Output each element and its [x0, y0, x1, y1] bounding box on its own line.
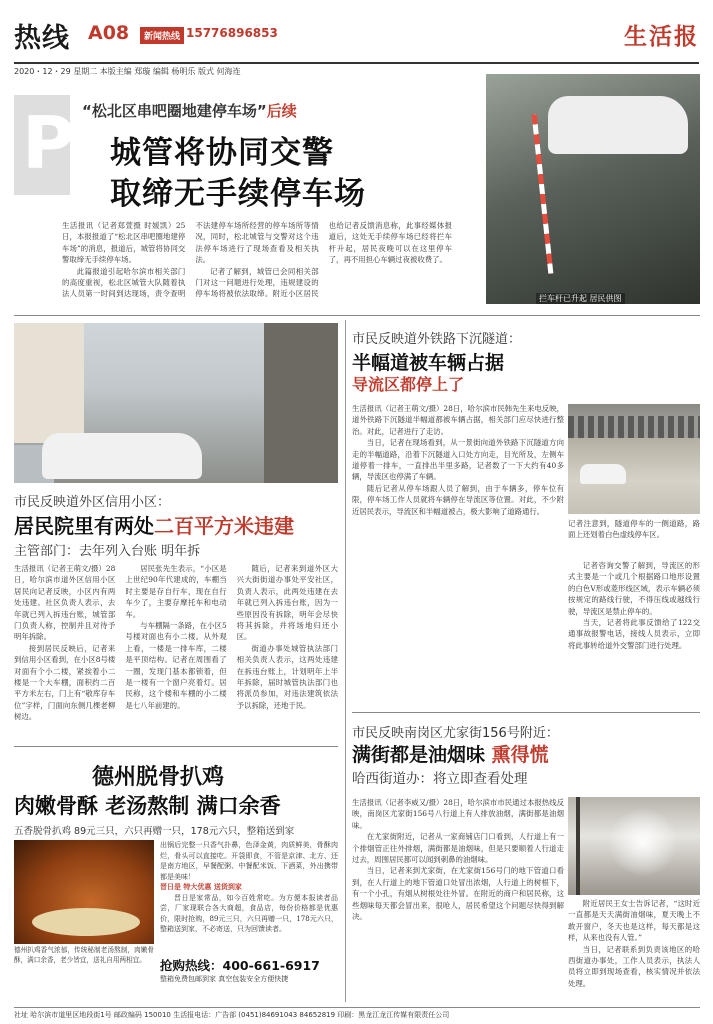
- rb-title-part-b: 熏得慌: [491, 744, 549, 766]
- right-story-body: [352, 403, 564, 693]
- ad-image-text: 德州扒鸡香气浓郁，传统秘制老汤熬制，肉嫩骨酥，满口余香，老少皆宜，送礼自用两相宜。: [14, 946, 154, 964]
- photo-smoke: [608, 807, 678, 877]
- header-rule: [14, 62, 699, 64]
- rb-body-para: 在尤家街附近，记者从一家商铺店门口看到，人行道上有一个排烟管正往外排烟，满街都是油烟味，但是只要顺着人行道走过去，周围居民都可以闻到刺鼻的油烟味。: [352, 832, 564, 865]
- right-body2-para: 当天，记者将此事反馈给了122交通事故报警电话，接线人员表示，立即将此事转给道外交警部门进行处理。: [568, 618, 700, 650]
- hotline-number: 15776896853: [186, 26, 278, 40]
- ad-promo-line: 五香脱骨扒鸡 89元三只，六只再赠一只，178元六只，整箱送到家: [14, 826, 295, 837]
- ad-phone-line: [160, 956, 320, 974]
- right-story-kicker: 市民反映道外铁路下沉隧道：: [352, 332, 522, 347]
- section-divider: [14, 315, 700, 316]
- ad-mid-text: [160, 840, 338, 956]
- rb-story-photo: [568, 797, 700, 895]
- top-body-para: 生活报讯（记者郑萱摄 时媛凯）25日，本报报道了“松北区串吧圈地建停车场”的消息，报道后，城管将协同交警取缔无手续停车场。: [62, 221, 186, 265]
- top-kicker-tail: 后续: [266, 102, 297, 120]
- right-story-subtitle: 导流区都停上了: [352, 375, 465, 394]
- left-story-body: [14, 563, 338, 737]
- section-divider: [352, 712, 700, 713]
- rb-story-body: [352, 797, 564, 1003]
- hotline-label: 新闻热线: [140, 27, 184, 44]
- rb-story-body-2: [568, 898, 700, 1003]
- right-story-title: 半幅道被车辆占据: [352, 352, 505, 374]
- left-body-para: 居民张先生表示，“小区是上世纪90年代建成的，车棚当时主要是存自行车，现在自行车少了，主要存摩托车和电动车。: [125, 564, 227, 619]
- ad-phone-number: 400-661-6917: [222, 958, 320, 973]
- ad-mid-para: 出锅后完整一只香气扑鼻，色泽金黄，肉质鲜美，骨酥肉烂，骨头可以直接吃。开袋即食，不管是京津、北方、还是南方地区，早餐配粥、中餐配米饭、下酒菜，外出携带都是美味！: [160, 841, 338, 881]
- left-body-para: 接到居民反映后，记者来到信用小区看到，在小区8号楼对面有个小二楼，紧挨着小二楼是一个大车棚，面积约二百平方米左右，门上有“敬库存车位”字样，门面向东侧几棵老柳树边。: [14, 643, 116, 722]
- dateline: 2020・12・29 星期二 本版主编 郑璇 编辑 杨明乐 版式 何海连: [14, 67, 241, 76]
- ad-plate-shape: [32, 908, 140, 936]
- photo-car-shape: [580, 464, 626, 484]
- section-divider: [14, 746, 338, 747]
- left-body-para: 生活报讯（记者王萌文/摄）28日，哈尔滨市道外区信用小区居民向记者反映，小区内有两处违建。社区负责人表示，去年就已列入拆违台账，城管部门负责人称，控制并且对待予明年拆除。: [14, 564, 116, 642]
- top-photo-caption: 拦车杆已升起 居民供图: [536, 293, 625, 304]
- left-story-photo: [14, 323, 338, 483]
- top-headline-line2: 取缔无手续停车场: [110, 176, 366, 212]
- ad-phone-label: 抢购热线：: [160, 958, 223, 973]
- rb-story-kicker: 市民反映南岗区尤家街156号附近：: [352, 726, 559, 741]
- right-story-photo: [568, 404, 700, 514]
- ad-chicken-image: [14, 840, 154, 944]
- left-body-para: 与车棚隔一条路，在小区5号楼对面也有小二楼。从外观上看，一楼是一排车库，二楼是平顶结构。记者在周围看了一圈，发现门基本都锁着，但是一楼有一个窗户亮着灯。居民称，这个楼和车棚的小二楼是七八年前建的。: [125, 621, 227, 710]
- photo-building: [14, 323, 84, 443]
- left-story-title: [14, 510, 294, 539]
- rb-body2-para: 附近居民王女士告诉记者，“这时近一直都是天天满街油烟味，夏天晚上不敢开窗户，冬天也是这样，每天都是这样，从来也没有人管。”: [568, 899, 700, 943]
- rb-body-para: 当日，记者来到尤家街，在尤家街156号门的地下管道口看到，在人行道上的地下管道口处冒出浓烟，人行道上的树根下，有一个小孔，有烟从树根处往外冒。在附近的商户和居民称，这些烟味每天都会冒出来，很呛人，居民希望这个问题尽快得到解决。: [352, 866, 564, 922]
- top-body-para: 记者了解到，城管已会同相关部门对这一问题进行处理，违规建设的停车场将被依法取缔。附近小区居民也给记者反馈消息称，此事经媒体报道后，这处无手续停车场已经将拦车杆升起，居民夜晚可以在这里停车了，再不用担心车辆过夜被收费了。: [195, 221, 452, 299]
- top-body-para: 此篇报道引起哈尔滨市相关部门的高度重视，松北区城管大队随着执法人员第一时间到达现场，责令查明不法建停车场所经营的停车场所等情况，同时，松北城管与交警对这个违法停车场进行了现场查看及相关执法。: [62, 221, 319, 299]
- right-photo-caption: 记者注意到，隧道停车的一侧道路，路面上还划着白色虚线停车区。: [568, 519, 700, 540]
- ad-mid-para: 晋日是家常品，如今百姓常吃。为方便本报读者品尝，厂家现联合各大商超，食品店，每份价格都是优惠价，限时抢购，89元三只，六只再赠一只，178元六只，整箱送到家，不必寄送，只为回馈读者。: [160, 893, 338, 933]
- photo-tree: [576, 797, 580, 895]
- top-story-kicker: [82, 100, 297, 121]
- left-story-kicker: 市民反映道外区信用小区：: [14, 495, 171, 510]
- ad-headline-2: 肉嫩骨酥 老汤熬制 满口余香: [14, 793, 281, 818]
- right-body-para: 生活报讯（记者王萌文/摄）28日，哈尔滨市民韩先生来电反映，道外铁路下沉隧道半幅道都被车辆占据，相关部门应尽快进行整治。对此，记者进行了走访。: [352, 404, 564, 436]
- rb-body2-para: 当日，记者联系到负责该地区的哈西街道办事处，工作人员表示，执法人员将立即到现场查看，核实情况并依法处理。: [568, 944, 700, 988]
- left-body-para: 随后，记者来到道外区大兴大街街道办事处平安社区，负责人表示，此两处违建在去年就已列入拆违台账，因为一些原因没有拆除，明年会尽快将其拆除，并将场地归还小区。: [236, 564, 338, 642]
- left-title-part-a: 居民院里有两处: [14, 514, 154, 538]
- section-title: 热线: [14, 23, 70, 54]
- page-number: A08: [88, 22, 130, 44]
- right-body-para: 随后记者从停车场跟人员了解到，由于车辆多，停车位有限，停车场工作人员就将车辆停在导流区等位置。对此，不少附近居民表示，导流区和半幅道被占，极大影响了道路通行。: [352, 483, 564, 516]
- photo-building: [264, 323, 338, 483]
- page-footer: 社址 哈尔滨市道里区地段街1号 邮政编码 150010 生活报电话：广告部 (0451)84691043 84652819 印刷：黑龙江龙江传媒有限责任公司: [14, 1007, 700, 1020]
- column-divider: [345, 320, 346, 1002]
- ad-footnote: 整箱免费包邮到家 真空包装安全方便快捷: [160, 975, 289, 983]
- ad-mid-subhead: 晋日是 特大优惠 送货到家: [160, 882, 242, 891]
- rb-story-title: [352, 740, 549, 767]
- top-story-photo: [486, 74, 700, 304]
- top-headline-line1: 城管将协同交警: [110, 135, 334, 171]
- top-story-body: [62, 220, 452, 310]
- left-body-para: 街道办事处城管执法部门相关负责人表示，这两处违建在拆违台账上，计划明年上半年拆除，届时城管执法部门也将派员参加，对违法建筑依法予以拆除，还地于民。: [236, 643, 338, 710]
- p-mark-letter: P: [22, 101, 75, 185]
- right-story-body-2: [568, 560, 700, 690]
- p-mark-block: [14, 95, 75, 195]
- rb-title-part-a: 满街都是油烟味: [352, 744, 486, 766]
- newspaper-logo: 生活报: [624, 23, 699, 50]
- photo-tunnel-roof: [568, 416, 700, 438]
- ad-headline-1: 德州脱骨扒鸡: [92, 764, 225, 790]
- top-kicker-quote: “松北区串吧圈地建停车场”: [82, 102, 267, 120]
- photo-car-shape: [42, 433, 202, 479]
- left-story-subtitle: 主管部门：去年列入台账 明年拆: [14, 544, 201, 559]
- right-body-para: 当日，记者在现场看到，从一景街向道外铁路下沉隧道方向走的半幅道路，沿着下沉隧道入口处方向走，目光所及，左侧车道停着一排车，一直排出半里多路，记者数了一下大约有40多辆，导流区也停满了车辆。: [352, 438, 564, 482]
- rb-story-subtitle: 哈西街道办：将立即查看处理: [352, 771, 528, 787]
- right-body2-para: 记者咨询交警了解到，导流区的形式主要是一个或几个根据路口地形设置的白色V形或菱形线区域，表示车辆必须按规定的路线行驶，不得压线或越线行驶，导流区是禁止停车的。: [568, 561, 700, 616]
- photo-car-shape: [548, 96, 688, 154]
- left-title-part-b: 二百平方米违建: [154, 514, 294, 538]
- rb-body-para: 生活报讯（记者李威又/摄）28日，哈尔滨市市民通过本报热线反映，南岗区尤家街156号八行道上有人排放油烟，满街都是油烟味。: [352, 798, 564, 830]
